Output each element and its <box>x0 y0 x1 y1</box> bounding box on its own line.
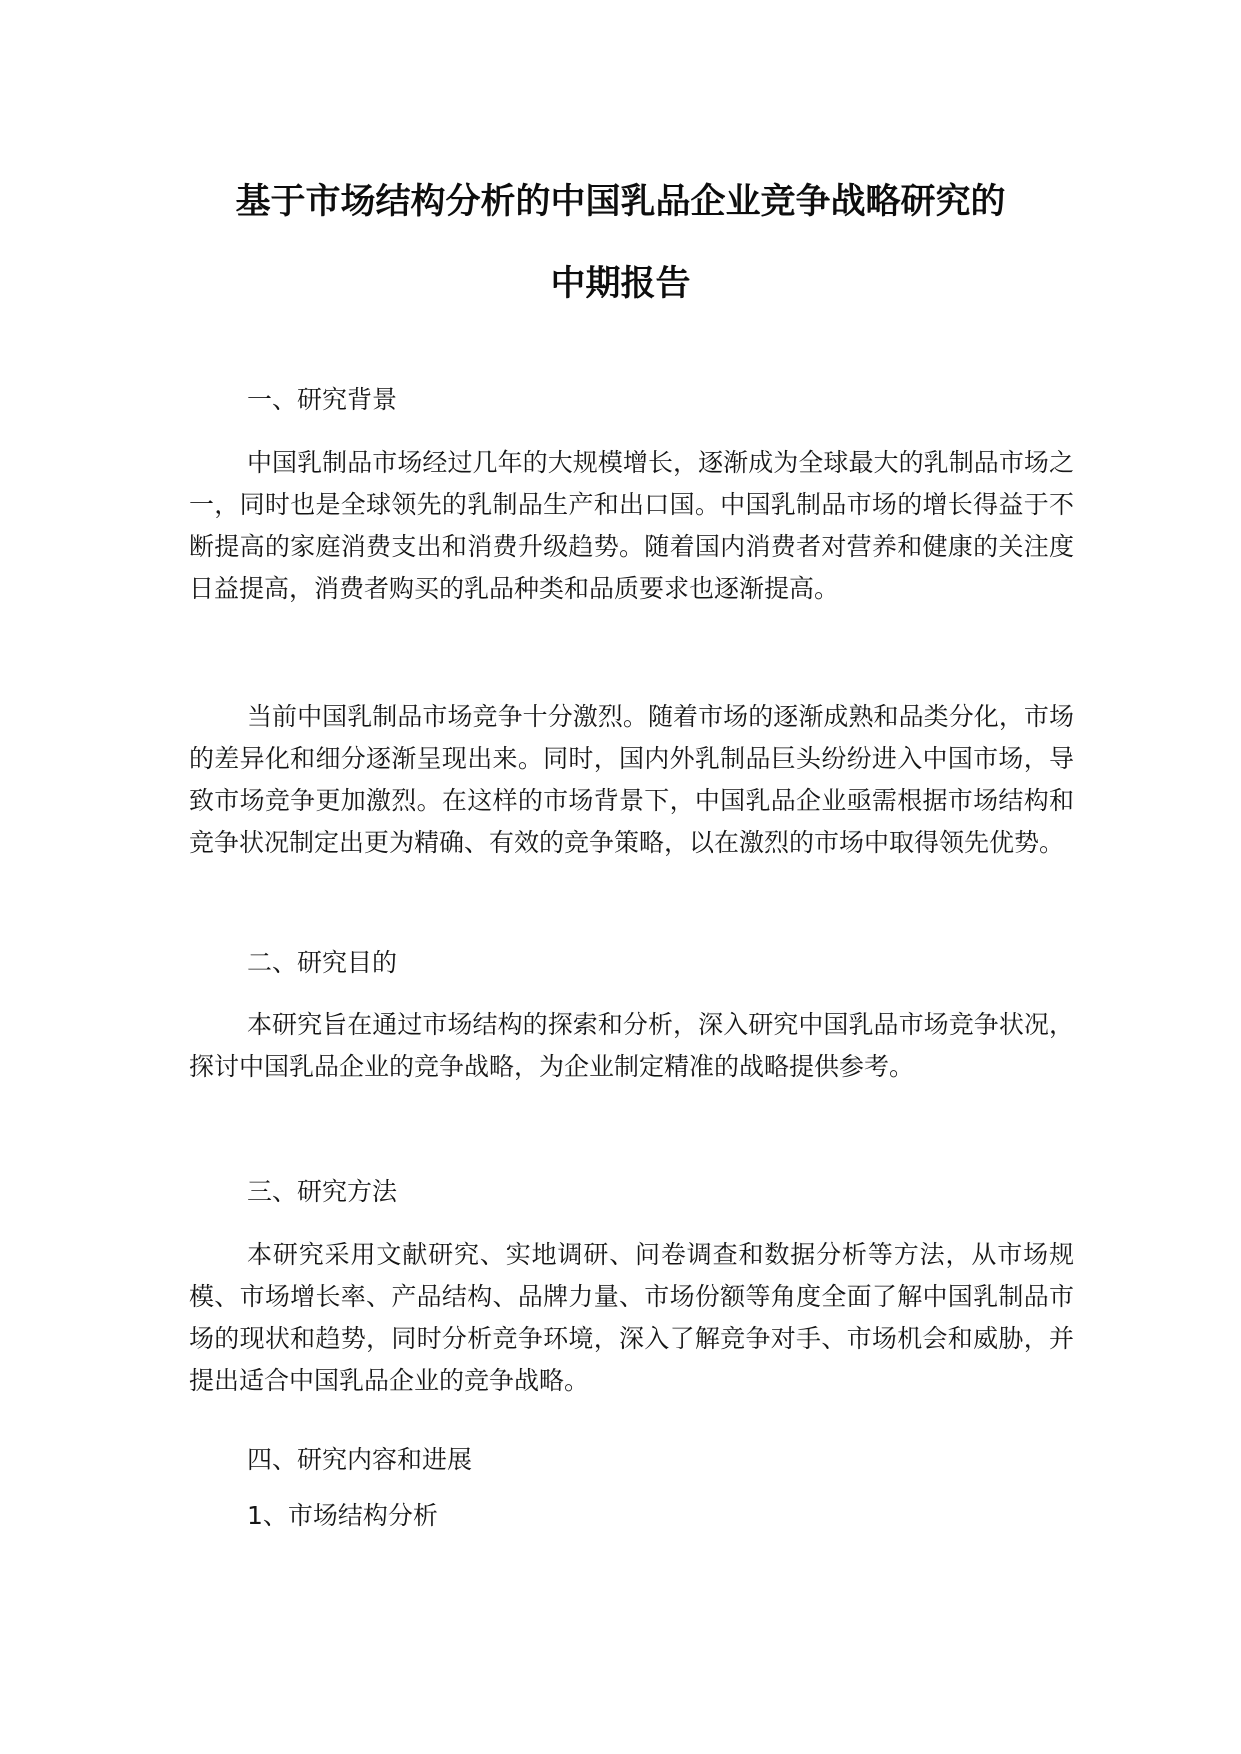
paragraph-method: 本研究采用文献研究、实地调研、问卷调查和数据分析等方法，从市场规模、市场增长率、产品结构、品牌力量、市场份额等角度全面了解中国乳制品市场的现状和趋势，同时分析竞争环境，深入了解竞争对手、市场机会和威胁，并提出适合中国乳品企业的竞争战略。 <box>189 1240 1074 1395</box>
subsection-heading-market-structure: 1、市场结构分析 <box>247 1501 438 1530</box>
paragraph-purpose: 本研究旨在通过市场结构的探索和分析，深入研究中国乳品市场竞争状况，探讨中国乳品企业的竞争战略，为企业制定精准的战略提供参考。 <box>189 1010 1074 1081</box>
document-title-line-1: 基于市场结构分析的中国乳品企业竞争战略研究的 <box>235 182 1006 222</box>
section-heading-purpose: 二、研究目的 <box>247 948 398 977</box>
section-heading-content-progress: 四、研究内容和进展 <box>247 1445 473 1474</box>
paragraph-background-2: 当前中国乳制品市场竞争十分激烈。随着市场的逐渐成熟和品类分化，市场的差异化和细分逐渐呈现出来。同时，国内外乳制品巨头纷纷进入中国市场，导致市场竞争更加激烈。在这样的市场背景下，中国乳品企业亟需根据市场结构和竞争状况制定出更为精确、有效的竞争策略，以在激烈的市场中取得领先优势。 <box>189 702 1074 857</box>
section-heading-background: 一、研究背景 <box>247 385 398 414</box>
paragraph-background-1: 中国乳制品市场经过几年的大规模增长，逐渐成为全球最大的乳制品市场之一，同时也是全球领先的乳制品生产和出口国。中国乳制品市场的增长得益于不断提高的家庭消费支出和消费升级趋势。随着国内消费者对营养和健康的关注度日益提高，消费者购买的乳品种类和品质要求也逐渐提高。 <box>189 448 1074 603</box>
document-title-line-2: 中期报告 <box>550 264 691 304</box>
section-heading-method: 三、研究方法 <box>247 1177 398 1206</box>
